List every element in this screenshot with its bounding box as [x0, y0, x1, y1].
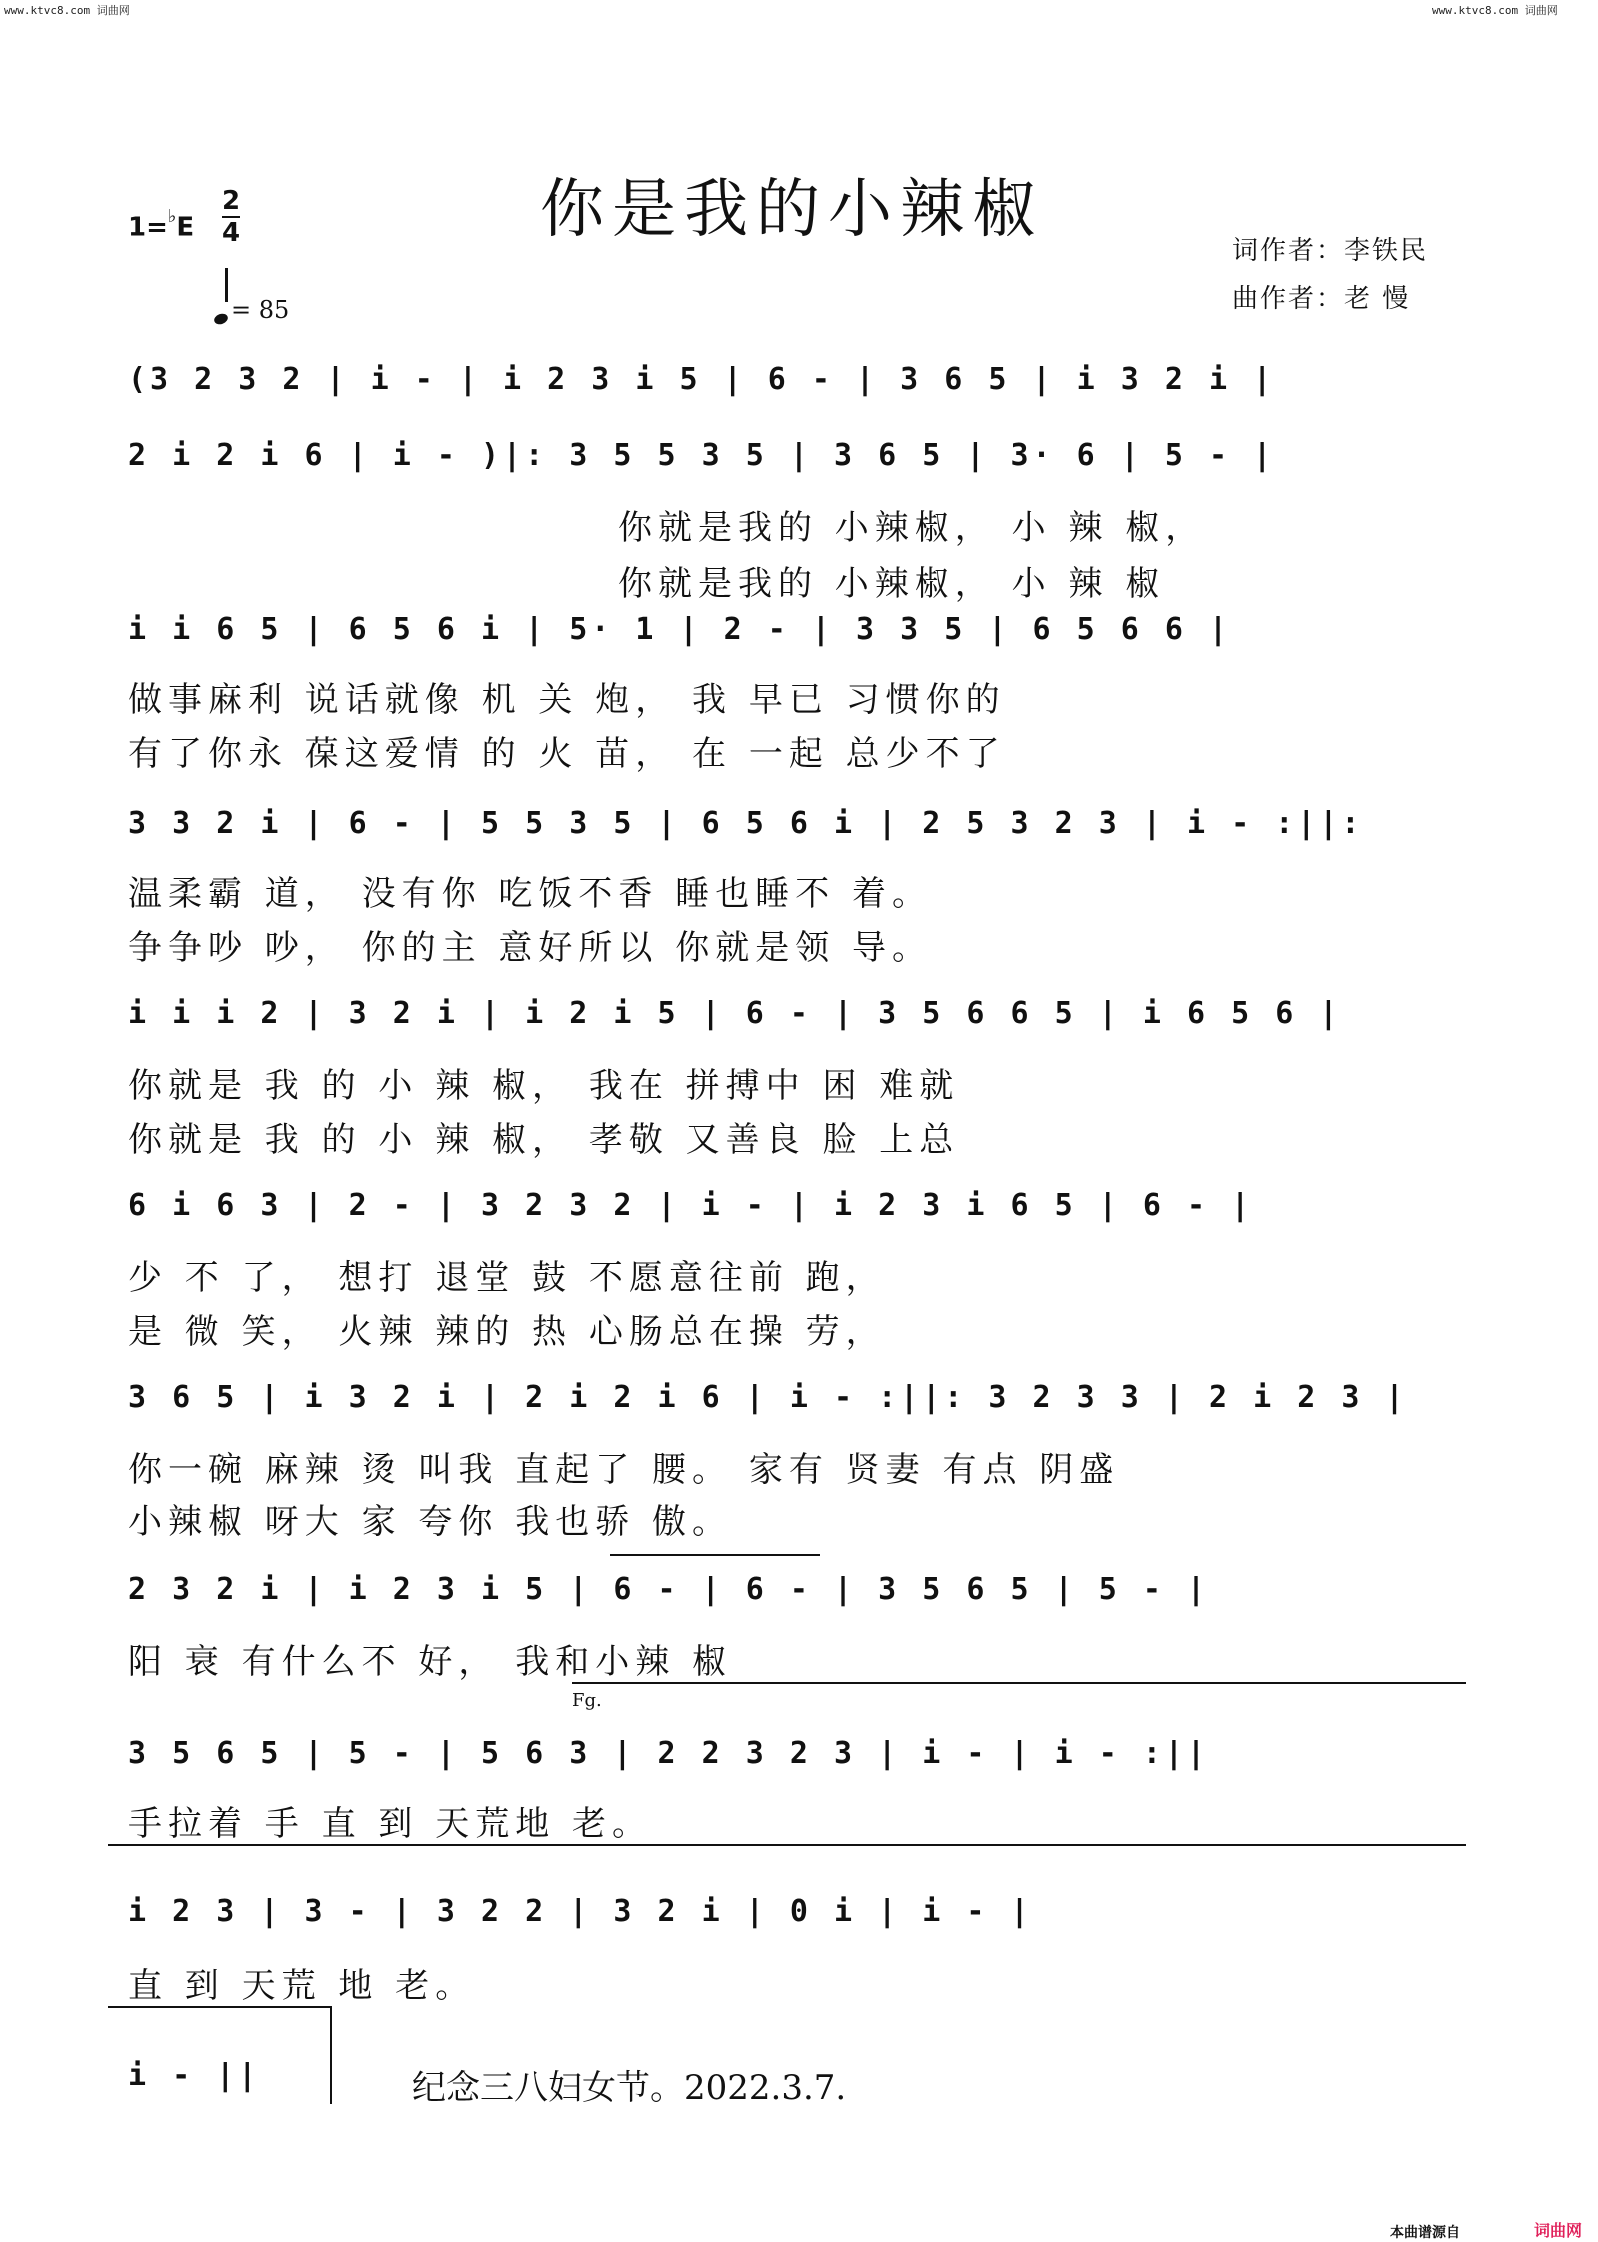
lyric-line-1: 你就是我的 小辣椒， 小 辣 椒，	[618, 508, 1206, 548]
time-signature	[222, 186, 240, 248]
score-line-4: 3 3 2 i | 6 - | 5 5 3 5 | 6 5 6 i | 2 5 3 2 3 | i - :||:	[128, 806, 1364, 841]
score-line-5: i i i 2 | 3 2 i | i 2 i 5 | 6 - | 3 5 6 6 5 | i 6 5 6 |	[128, 996, 1342, 1031]
lyric-line-4: 有了你永 葆这爱情 的 火 苗， 在 一起 总少不了	[128, 734, 1006, 774]
lyric-line-2: 你就是我的 小辣椒， 小 辣 椒	[618, 564, 1166, 604]
score-line-10: i 2 3 | 3 - | 3 2 2 | 3 2 i | 0 i | i - |	[128, 1894, 1033, 1929]
volta-bracket-1	[610, 1554, 820, 1556]
lyric-line-11: 你一碗 麻辣 烫 叫我 直起了 腰。 家有 贤妻 有点 阴盛	[128, 1450, 1120, 1490]
score-line-11: i - ||	[128, 2058, 261, 2093]
lyricist: 词作者：李铁民	[1232, 236, 1429, 266]
final-bracket	[108, 2006, 330, 2008]
note-stem	[225, 268, 228, 302]
tempo-marking	[214, 284, 289, 324]
volta-bracket-2	[572, 1682, 1466, 1684]
brand-logo: 词曲网	[1534, 2221, 1583, 2240]
time-top: 2	[222, 186, 241, 216]
lyric-line-3: 做事麻利 说话就像 机 关 炮， 我 早已 习惯你的	[128, 680, 1006, 720]
site-watermark-left: www.ktvc8.com 词曲网	[4, 4, 130, 17]
score-line-7: 3 6 5 | i 3 2 i | 2 i 2 i 6 | i - :||: 3 2 3 3 | 2 i 2 3 |	[128, 1380, 1408, 1415]
lyric-line-9: 少 不 了， 想打 退堂 鼓 不愿意往前 跑，	[128, 1258, 886, 1298]
lyric-line-14: 手拉着 手 直 到 天荒地 老。	[128, 1804, 653, 1844]
lyric-line-5: 温柔霸 道， 没有你 吃饭不香 睡也睡不 着。	[128, 874, 933, 914]
coda-rule	[108, 1844, 1466, 1846]
score-line-2: 2 i 2 i 6 | i - )|: 3 5 5 3 5 | 3 6 5 | 3· 6 | 5 - |	[128, 438, 1276, 473]
time-bottom: 4	[222, 218, 241, 248]
lyric-line-13: 阳 衰 有什么不 好， 我和小辣 椒	[128, 1642, 733, 1682]
dedication-note: 纪念三八妇女节。2022.3.7.	[412, 2068, 847, 2108]
source-note: 本曲谱源自	[1390, 2225, 1460, 2241]
composer: 曲作者：老 慢	[1232, 284, 1411, 314]
tempo-value: = 85	[231, 296, 290, 324]
ending-mark: Fg.	[572, 1690, 602, 1711]
song-title: 你是我的小辣椒	[540, 173, 1044, 247]
lyric-line-8: 你就是 我 的 小 辣 椒， 孝敬 又善良 脸 上总	[128, 1120, 960, 1160]
lyric-line-7: 你就是 我 的 小 辣 椒， 我在 拼搏中 困 难就	[128, 1066, 960, 1106]
lyric-line-6: 争争吵 吵， 你的主 意好所以 你就是领 导。	[128, 928, 933, 968]
key-signature	[128, 206, 195, 243]
lyric-line-12: 小辣椒 呀大 家 夸你 我也骄 傲。	[128, 1502, 733, 1542]
score-line-6: 6 i 6 3 | 2 - | 3 2 3 2 | i - | i 2 3 i 6 5 | 6 - |	[128, 1188, 1254, 1223]
site-watermark-right: www.ktvc8.com 词曲网	[1432, 4, 1558, 17]
lyric-line-15: 直 到 天荒 地 老。	[128, 1966, 476, 2006]
final-bracket-edge	[330, 2006, 332, 2104]
score-line-9: 3 5 6 5 | 5 - | 5 6 3 | 2 2 3 2 3 | i - | i - :||	[128, 1736, 1210, 1771]
score-line-1: (3 2 3 2 | i - | i 2 3 i 5 | 6 - | 3 6 5 | i 3 2 i |	[128, 362, 1276, 397]
quarter-note-icon	[213, 312, 230, 326]
score-line-8: 2 3 2 i | i 2 3 i 5 | 6 - | 6 - | 3 5 6 5 | 5 - |	[128, 1572, 1210, 1607]
score-line-3: i i 6 5 | 6 5 6 i | 5· 1 | 2 - | 3 3 5 | 6 5 6 6 |	[128, 612, 1232, 647]
flat-icon: ♭	[167, 206, 177, 227]
lyric-line-10: 是 微 笑， 火辣 辣的 热 心肠总在操 劳，	[128, 1312, 886, 1352]
key-note: E	[176, 212, 195, 243]
key-prefix: 1=	[128, 212, 168, 243]
